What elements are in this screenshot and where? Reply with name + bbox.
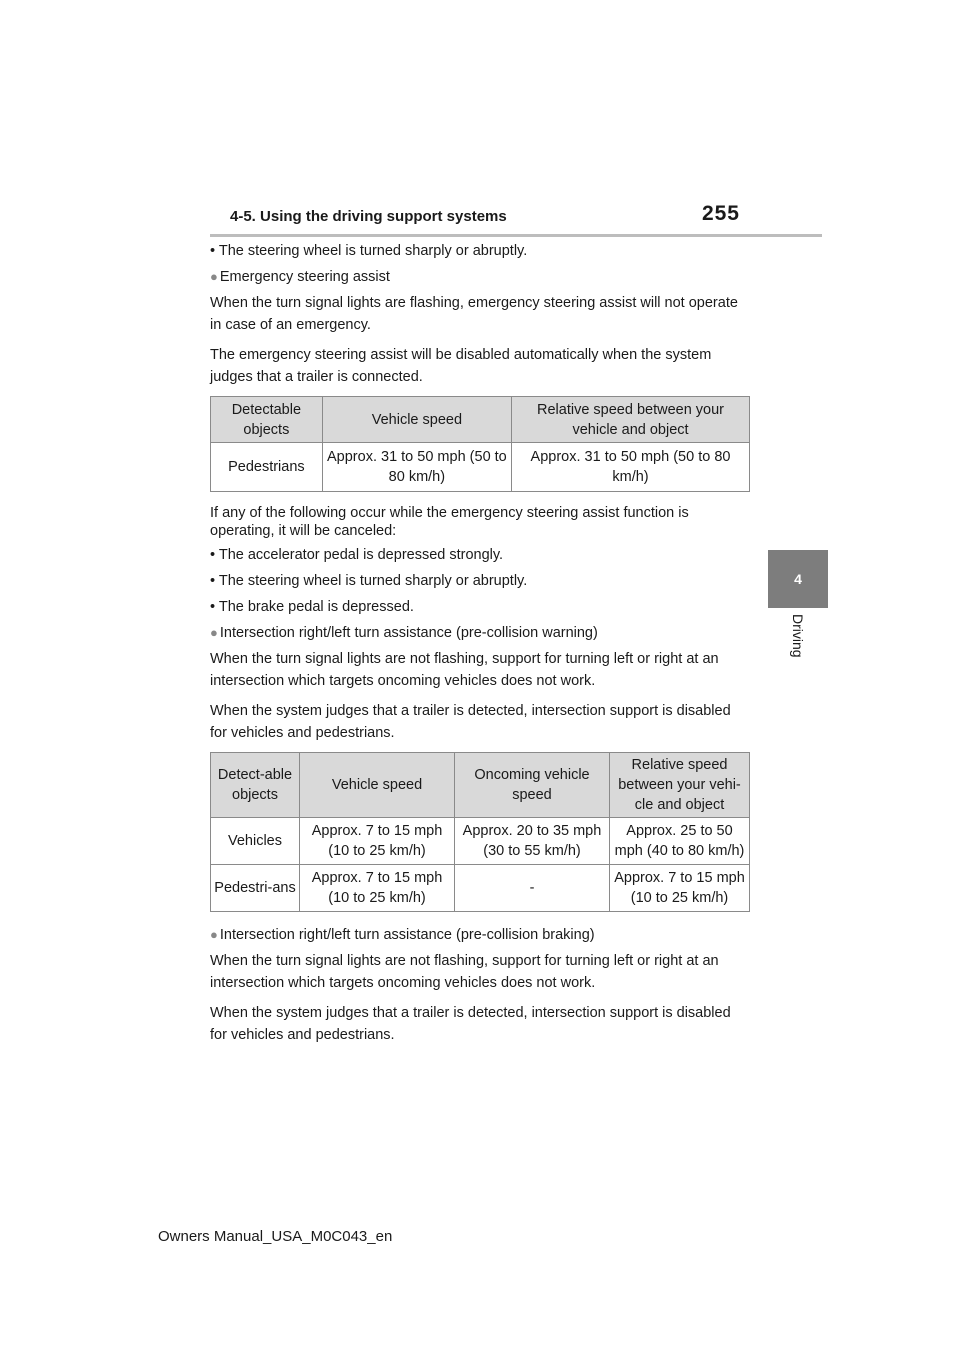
intersection-table bbox=[210, 752, 750, 912]
section-heading: ● Emergency steering assist bbox=[210, 269, 390, 285]
table-header-cell: Detectable objects bbox=[211, 397, 323, 443]
section-title: 4-5. Using the driving support systems bbox=[230, 208, 507, 225]
section-heading: ● Intersection right/left turn assistance (pre-collision warning) bbox=[210, 625, 598, 641]
table-header-cell: Vehicle speed bbox=[322, 397, 511, 443]
bullet-item: • The accelerator pedal is depressed strongly. bbox=[210, 547, 504, 563]
table-header-cell: Relative speed between your vehicle and object bbox=[512, 397, 750, 443]
chapter-label bbox=[770, 614, 826, 694]
table-cell: Approx. 20 to 35 mph (30 to 55 km/h) bbox=[455, 818, 610, 865]
bullet-circle-icon: ● bbox=[210, 269, 218, 284]
table-cell: Approx. 31 to 50 mph (50 to 80 km/h) bbox=[322, 443, 511, 492]
paragraph: When the turn signal lights are not flashing, support for turning left or right at an intersection which targets oncoming vehicles does not work. bbox=[210, 651, 719, 689]
table-cell: Approx. 31 to 50 mph (50 to 80 km/h) bbox=[512, 443, 750, 492]
bullet-circle-icon: ● bbox=[210, 927, 218, 942]
table-header-row bbox=[211, 753, 750, 818]
table-row bbox=[211, 865, 750, 912]
table-header-cell: Vehicle speed bbox=[300, 753, 455, 818]
table-cell: Approx. 7 to 15 mph (10 to 25 km/h) bbox=[300, 865, 455, 912]
paragraph: If any of the following occur while the emergency steering assist function is operating, it will be canceled: bbox=[210, 505, 689, 539]
bullet-item: • The brake pedal is depressed. bbox=[210, 599, 414, 615]
table-cell: Vehicles bbox=[211, 818, 300, 865]
emergency-steering-table bbox=[210, 396, 750, 492]
table-cell: - bbox=[455, 865, 610, 912]
table-row bbox=[211, 443, 750, 492]
table-cell: Approx. 7 to 15 mph (10 to 25 km/h) bbox=[300, 818, 455, 865]
bullet-circle-icon: ● bbox=[210, 625, 218, 640]
table-row bbox=[211, 818, 750, 865]
paragraph: When the system judges that a trailer is detected, intersection support is disabled for vehicles and pedestrians. bbox=[210, 1005, 731, 1043]
main-content bbox=[210, 240, 750, 1054]
table-header-row bbox=[211, 397, 750, 443]
section-heading: ● Intersection right/left turn assistance (pre-collision braking) bbox=[210, 927, 595, 943]
bullet-item: • The steering wheel is turned sharply or abruptly. bbox=[210, 243, 528, 259]
table-header-cell: Detect-able objects bbox=[211, 753, 300, 818]
table-cell: Pedestrians bbox=[211, 443, 323, 492]
paragraph: When the system judges that a trailer is detected, intersection support is disabled for vehicles and pedestrians. bbox=[210, 703, 731, 741]
chapter-label-text: Driving bbox=[790, 614, 806, 658]
paragraph: When the turn signal lights are not flashing, support for turning left or right at an intersection which targets oncoming vehicles does not work. bbox=[210, 953, 719, 991]
paragraph: The emergency steering assist will be disabled automatically when the system judges that a trailer is connected. bbox=[210, 347, 712, 385]
table-cell: Approx. 25 to 50 mph (40 to 80 km/h) bbox=[610, 818, 750, 865]
chapter-tab: 4 bbox=[768, 550, 828, 608]
page-number: 255 bbox=[701, 202, 740, 225]
bullet-item: • The steering wheel is turned sharply or abruptly. bbox=[210, 573, 528, 589]
table-header-cell: Oncoming vehicle speed bbox=[455, 753, 610, 818]
paragraph: When the turn signal lights are flashing, emergency steering assist will not operate in case of an emergency. bbox=[210, 295, 738, 333]
page-header bbox=[210, 200, 822, 237]
table-cell: Pedestri-ans bbox=[211, 865, 300, 912]
table-header-cell: Relative speed between your vehi-cle and object bbox=[610, 753, 750, 818]
footer-manual-id: Owners Manual_USA_M0C043_en bbox=[158, 1228, 393, 1245]
table-cell: Approx. 7 to 15 mph (10 to 25 km/h) bbox=[610, 865, 750, 912]
